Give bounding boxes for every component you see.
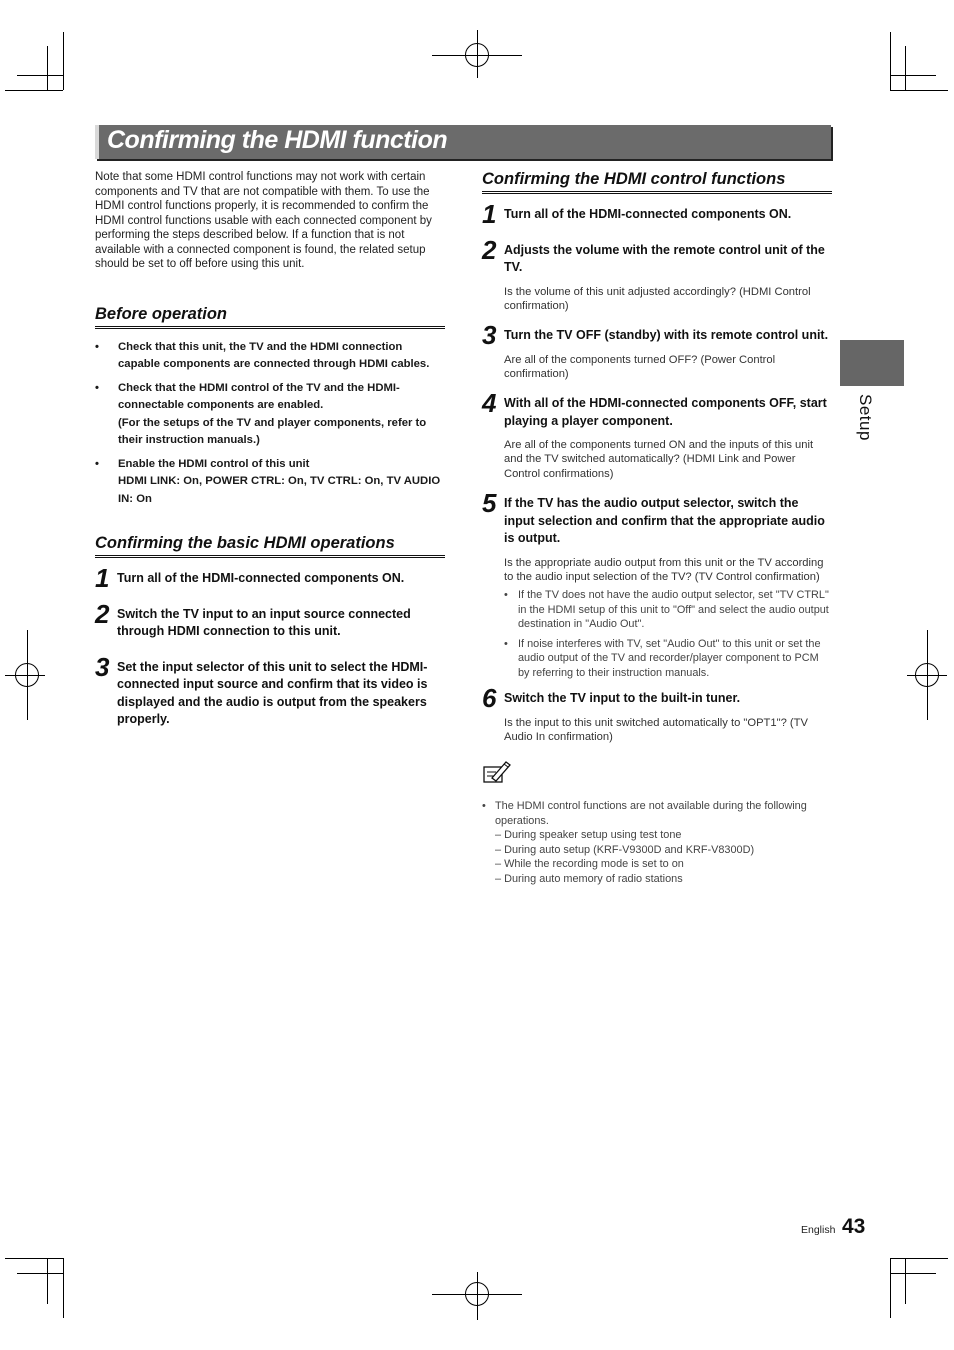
list-item: • If noise interferes with TV, set "Audio Out" to this unit or set the audio output of the TV and recorder/player component to PCM by referring to their instruction manuals. [504,637,821,679]
step-number: 3 [482,320,497,351]
right-column [482,170,832,886]
step-heading: With all of the HDMI-connected components OFF, start playing a player component. [504,396,827,428]
registration-mark [915,663,939,687]
step-heading: If the TV has the audio output selector, switch the input selection and confirm that the appropriate audio is output. [504,496,825,546]
crop-mark [890,1258,891,1318]
step-number: 5 [482,488,497,519]
list-item: • If the TV does not have the audio output selector, set "TV CTRL" in the HDMI setup of this unit to "Off" and select the audio output destination in "Audio Out". [504,589,829,631]
list-item: • Check that this unit, the TV and the HDMI connection capable components are connected through HDMI cables. [95,340,430,370]
crop-mark [905,1258,906,1304]
note-dash-item: – During auto setup (KRF-V9300D and KRF-V8300D) [495,843,755,856]
section-title: Before operation [95,305,445,329]
step-number: 1 [95,563,110,593]
intro-paragraph: Note that some HDMI control functions may not work with certain components and TV that are not compatible with them. To use the HDMI control functions properly, it is recommended to confirm the HDMI control functions usable with each connected component by performing the steps described below. If a function that is not available with a connected component is found, the related setup should be set to off before using this unit. [95,171,432,270]
step-number: 1 [482,199,497,229]
footer-language: English [801,1224,836,1236]
step-body: Is the volume of this unit adjusted accordingly? (HDMI Control confirmation) [504,285,811,312]
registration-mark [15,663,39,687]
before-operation-section [95,305,445,509]
crop-mark [47,1258,48,1304]
list-item: • Check that the HDMI control of the TV and the HDMI-connectable components are enabled. [95,381,400,411]
step-body: Is the appropriate audio output from this unit or the TV according to the audio input selection of the TV? (TV Control confirmation) [504,556,824,583]
step-heading: Turn all of the HDMI-connected components ON. [504,207,792,221]
list-item: • Enable the HDMI control of this unit [95,457,310,470]
step [482,234,832,314]
step [95,598,445,641]
step-body: Is the input to this unit switched automatically to "OPT1"? (TV Audio In confirmation) [504,716,808,743]
crop-mark [63,1258,64,1318]
step-number: 2 [482,234,497,265]
crop-mark [5,90,63,91]
step [95,651,445,729]
note-pencil-icon [482,758,512,788]
step-heading: Switch the TV input to the built-in tuner. [504,691,741,706]
step [482,320,832,381]
step-heading: Adjusts the volume with the remote control unit of the TV. [504,242,825,274]
step-number: 4 [482,388,497,419]
step-body: Are all of the components turned OFF? (Power Control confirmation) [504,353,776,380]
step [482,683,832,744]
crop-mark [17,1273,63,1274]
basic-ops-section [95,534,445,729]
step-heading: Switch the TV input to an input source connected through HDMI connection to this unit. [117,606,411,638]
step [482,199,832,229]
crop-mark [890,90,948,91]
step [95,563,445,593]
list-item: (For the setups of the TV and player components, refer to their instruction manuals.) [118,416,427,446]
step-body: Are all of the components turned ON and the inputs of this unit and the TV switched automatically? (HDMI Link and Power Control confirmations) [504,439,814,480]
left-column [95,170,445,729]
step-number: 2 [95,598,110,629]
note-dash-item: – During auto memory of radio stations [495,872,683,885]
note-list [482,799,832,828]
note-section [482,758,832,886]
crop-mark [47,46,48,90]
step-heading: Turn all of the HDMI-connected components ON. [117,571,405,585]
crop-mark [890,75,936,76]
registration-mark [465,43,489,67]
step-heading: Turn the TV OFF (standby) with its remote control unit. [504,328,829,343]
title-bar [95,125,831,159]
section-title: Confirming the basic HDMI operations [95,534,445,558]
side-tab [840,340,904,386]
crop-mark [17,75,63,76]
step [482,488,832,680]
note-dash-item: – While the recording mode is set to on [495,858,684,871]
note-dash-item: – During speaker setup using test tone [495,829,682,842]
crop-mark [905,46,906,90]
step-heading: Set the input selector of this unit to select the HDMI-connected input source and confirm that its video is displayed and the audio is output from the speakers properly. [117,659,428,726]
crop-mark [890,32,891,90]
crop-mark [63,32,64,90]
side-section-label: Setup [856,394,875,441]
before-operation-list [95,339,445,509]
page-title: Confirming the HDMI function [107,126,448,154]
list-item: HDMI LINK: On, POWER CTRL: On, TV CTRL: On, TV AUDIO IN: On [118,475,441,505]
section-title: Confirming the HDMI control functions [482,170,832,194]
crop-mark [5,1258,63,1259]
crop-mark [890,1258,948,1259]
page-number: 43 [842,1215,866,1238]
registration-mark [465,1282,489,1306]
crop-mark [890,1273,936,1274]
step-number: 3 [95,651,110,682]
step5-notes [504,588,832,680]
step [482,388,832,481]
list-item: • The HDMI control functions are not available during the following operations. [482,800,807,827]
step-number: 6 [482,683,497,714]
